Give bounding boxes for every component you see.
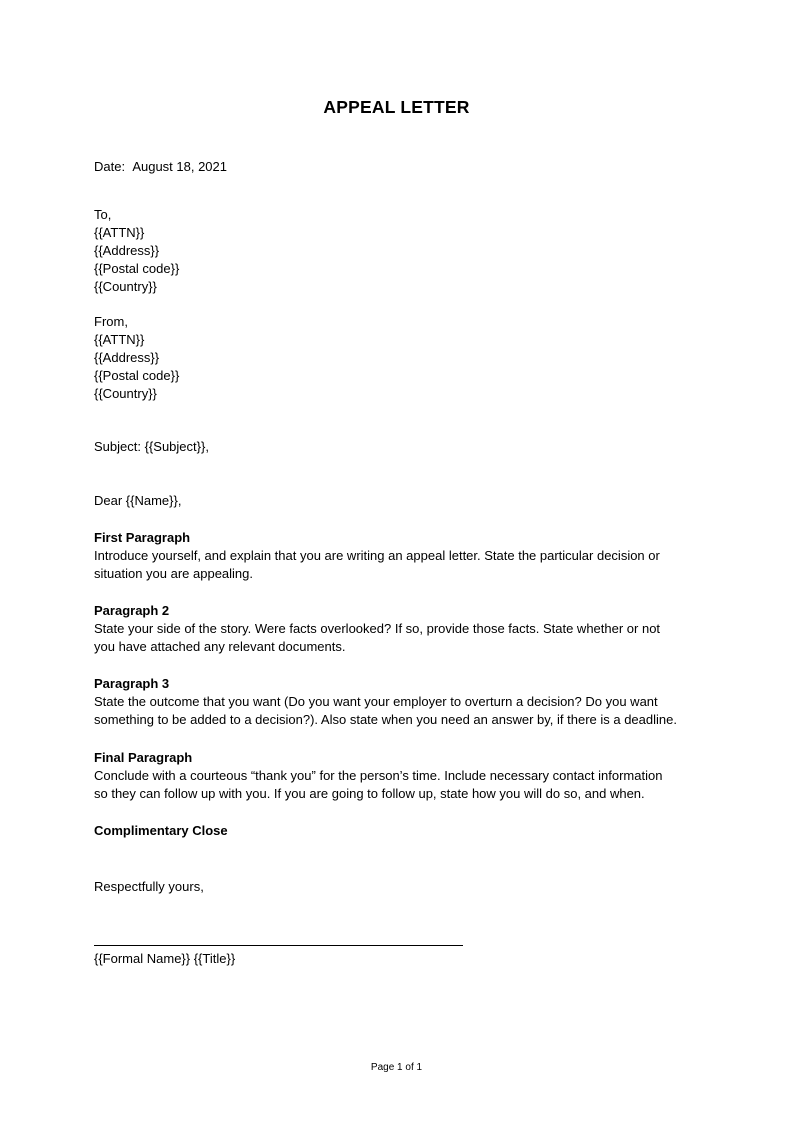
to-postal-code: {{Postal code}}	[94, 261, 180, 276]
complimentary-close-heading: Complimentary Close	[94, 823, 228, 838]
signature-text: {{Formal Name}} {{Title}}	[94, 951, 236, 966]
to-address: {{Address}}	[94, 243, 160, 258]
date-value: August 18, 2021	[132, 159, 228, 174]
date-line	[94, 158, 714, 176]
from-postal-code: {{Postal code}}	[94, 368, 180, 383]
section-line: Conclude with a courteous “thank you” for the person’s time. Include necessary contact information	[94, 768, 663, 783]
section-line: State the outcome that you want (Do you want your employer to overturn a decision? Do you want	[94, 694, 658, 709]
to-country: {{Country}}	[94, 279, 157, 294]
section-final-paragraph	[94, 749, 714, 803]
subject-line	[94, 438, 714, 456]
from-address: {{Address}}	[94, 350, 160, 365]
section-line: something to be added to a decision?). Also state when you need an answer by, if there is a deadline.	[94, 712, 677, 727]
signature-block	[94, 950, 714, 968]
document-title: APPEAL LETTER	[323, 97, 470, 117]
page-number: Page 1 of 1	[370, 1062, 423, 1073]
recipient-block	[94, 206, 714, 296]
closing	[94, 878, 714, 896]
section-heading: First Paragraph	[94, 530, 191, 545]
section-paragraph-2	[94, 602, 714, 656]
section-heading: Paragraph 2	[94, 603, 170, 618]
section-heading: Final Paragraph	[94, 750, 193, 765]
from-attn: {{ATTN}}	[94, 332, 145, 347]
closing-text: Respectfully yours,	[94, 879, 204, 894]
complimentary-close	[94, 822, 714, 840]
to-heading: To,	[94, 207, 112, 222]
section-line: so they can follow up with you. If you are going to follow up, state how you will do so, and when.	[94, 786, 645, 801]
date-label: Date:	[94, 159, 126, 174]
sender-block	[94, 313, 714, 403]
section-first-paragraph	[94, 529, 714, 583]
section-paragraph-3	[94, 675, 714, 729]
from-heading: From,	[94, 314, 128, 329]
section-heading: Paragraph 3	[94, 676, 170, 691]
from-country: {{Country}}	[94, 386, 157, 401]
section-line: Introduce yourself, and explain that you are writing an appeal letter. State the particular decision or	[94, 548, 660, 563]
salutation-text: Dear {{Name}},	[94, 493, 182, 508]
signature-line	[94, 945, 463, 946]
subject-text: Subject: {{Subject}},	[94, 439, 209, 454]
salutation	[94, 492, 714, 510]
section-line: State your side of the story. Were facts overlooked? If so, provide those facts. State whether or not	[94, 621, 661, 636]
section-line: you have attached any relevant documents.	[94, 639, 346, 654]
section-line: situation you are appealing.	[94, 566, 254, 581]
to-attn: {{ATTN}}	[94, 225, 145, 240]
